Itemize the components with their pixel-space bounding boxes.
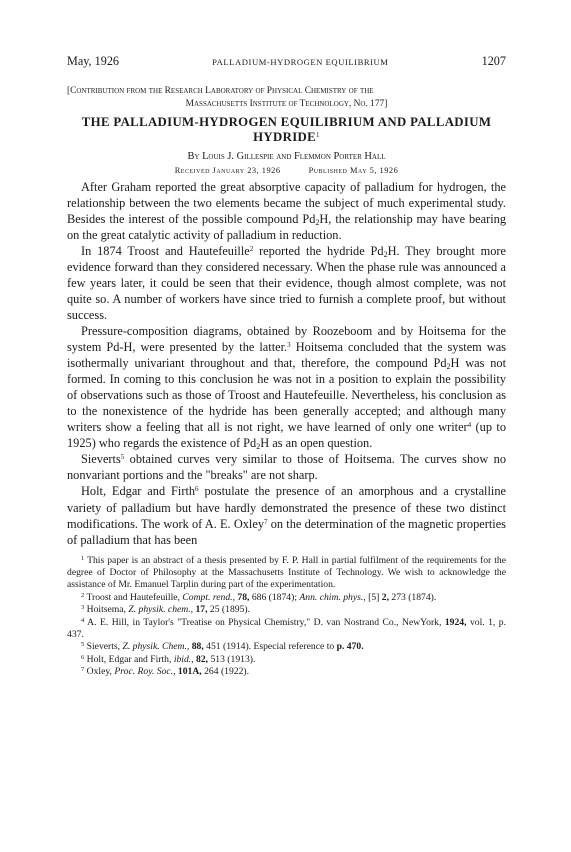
paragraph-3: Pressure-composition diagrams, obtained by Roozeboom and by Hoitsema for the system Pd-H, were presented by the latter.$^3$ Hoitsema concluded that the system was isothermally univariant throughout and that, therefore, the compound $Pd_2H$ was not formed. In coming to this conclusion he was not in a position to explain the possibility of observations such as those of Troost and Hautefeuille. Nevertheless, his conclusion as to the nonexistence of the hydride has been generally accepted; and although many writers show a feeling that all is not right, we have learned of only one writer$^4$ (up to 1925) who regards the existence of $Pd_2H$ as an open question. xyxy=(67,324,507,452)
footnotes xyxy=(67,555,506,679)
title-footnote-marker: 1 xyxy=(316,131,320,140)
contribution-note xyxy=(67,85,506,110)
article-dates xyxy=(67,165,506,176)
paragraph-1: After Graham reported the great absorptive capacity of palladium for hydrogen, the relationship between the two elements became the subject of much experimental study. Besides the interest of the possible compound $Pd_2H$, the relationship may have bearing on the great catalytic activity of palladium in reduction. xyxy=(67,180,506,243)
received-date: Received January 23, 1926 xyxy=(174,166,281,176)
footnote-3: $^3$ Hoitsema, Z. physik. chem., 17, 25 (1895). xyxy=(81,604,250,616)
issue-date: May, 1926 xyxy=(67,54,120,68)
paragraph-5: Holt, Edgar and Firth$^6$ postulate the presence of an amorphous and a crystalline variety of palladium but have hardly demonstrated the presence of these two distinct modifications. The work of A. E. Oxley$^7$ on the determination of the magnetic properties of palladium that has been xyxy=(67,484,506,547)
article-title-text: THE PALLADIUM-HYDROGEN EQUILIBRIUM AND PALLADIUM HYDRIDE xyxy=(81,115,492,145)
page-number: 1207 xyxy=(481,54,506,68)
footnote-2: $^2$ Troost and Hautefeuille, Compt. rend., 78, 686 (1874); Ann. chim. phys., [5] 2, 273 (1874). xyxy=(81,591,437,603)
paragraph-4: Sieverts$^5$ obtained curves very similar to those of Hoitsema. The curves show no nonvariant portions and the "breaks" are not sharp. xyxy=(67,452,506,483)
running-head xyxy=(67,54,506,69)
contribution-line-2: Massachusetts Institute of Technology, No. 177] xyxy=(185,98,388,109)
paragraph-2: In 1874 Troost and Hautefeuille$^2$ reported the hydride $Pd_2H$. They brought more evidence forward than they considered necessary. When the phase rule was announced a few years later, it could be seen that their evidence, though almost complete, was not quite so. A number of workers have since tried to furnish a complete proof, but without success. xyxy=(67,244,506,323)
footnote-7: $^7$ Oxley, Proc. Roy. Soc., 101A, 264 (1922). xyxy=(81,666,250,678)
published-date: Published May 5, 1926 xyxy=(308,166,399,176)
footnote-1: $^1$ This paper is an abstract of a thesis presented by F. P. Hall in partial fulfilment of the requirements for the degree of Doctor of Philosophy at the Massachusetts Institute of Technology. We wish to acknowledge the assistance of Mr. Emanuel Tarplin during part of the experimentation. xyxy=(67,554,506,591)
footnote-4: $^4$ A. E. Hill, in Taylor's "Treatise on Physical Chemistry," D. van Nostrand Co., NewYork, 1924, vol. 1, p. 437. xyxy=(67,616,506,640)
author-byline: By Louis J. Gillespie and Flemmon Porter Hall xyxy=(187,151,386,163)
contribution-line-1: [Contribution from the Research Laboratory of Physical Chemistry of the xyxy=(67,86,374,96)
running-title: PALLADIUM-HYDROGEN EQUILIBRIUM xyxy=(212,57,389,67)
article-body xyxy=(67,179,506,547)
footnote-6: $^6$ Holt, Edgar and Firth, ibid., 82, 513 (1913). xyxy=(81,653,256,665)
article-title xyxy=(67,115,506,145)
footnote-5: $^5$ Sieverts, Z. physik. Chem., 88, 451 (1914). Especial reference to p. 470. xyxy=(81,641,364,653)
journal-page xyxy=(67,54,506,679)
